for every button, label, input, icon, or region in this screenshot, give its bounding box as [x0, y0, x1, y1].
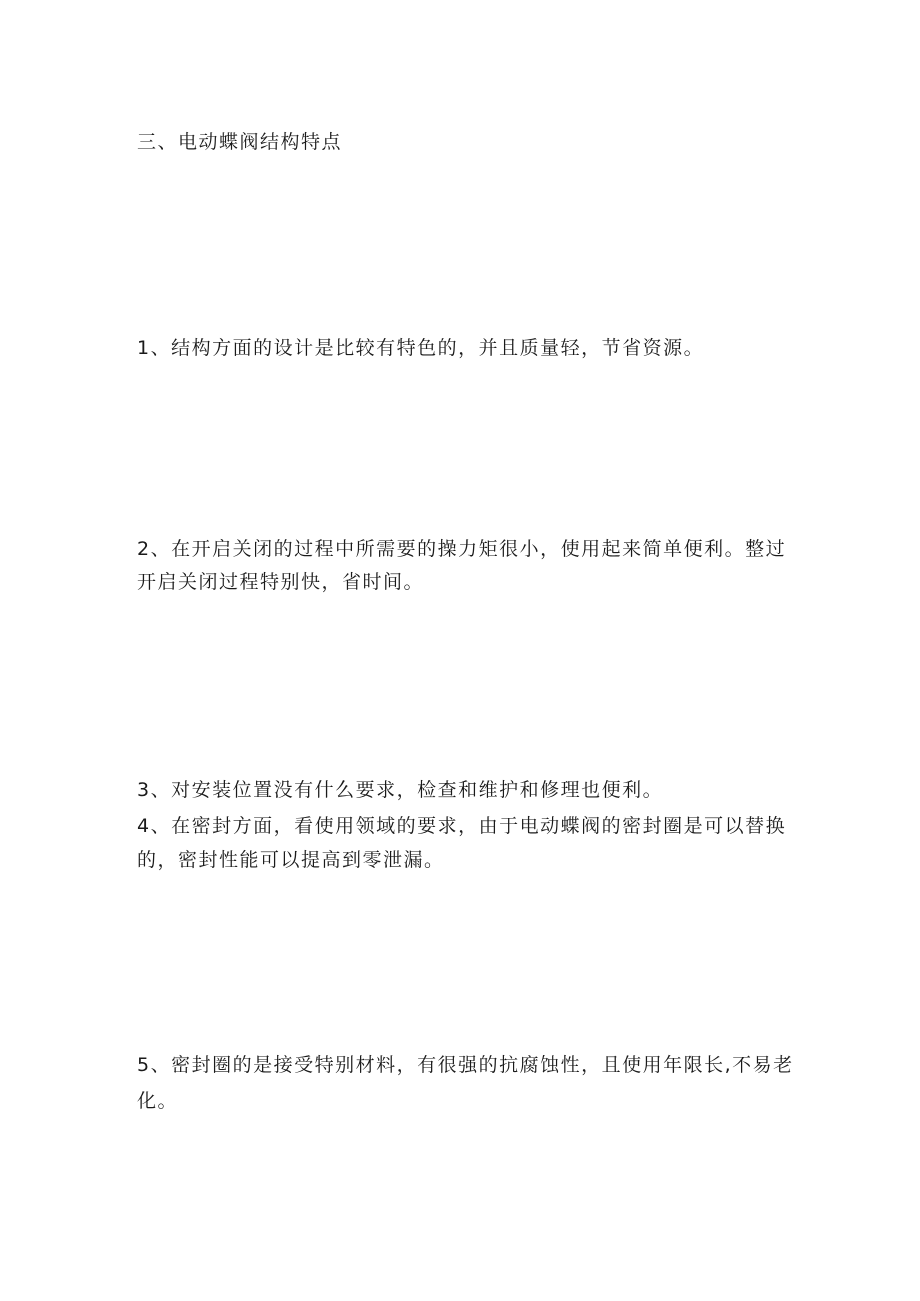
item-1-line-1: 1、结构方面的设计是比较有特色的，并且质量轻，节省资源。 — [137, 337, 705, 359]
section-heading: 三、电动蝶阀结构特点 — [137, 131, 343, 153]
item-2-line-2: 开启关闭过程特别快，省时间。 — [137, 571, 425, 593]
item-4-line-2: 的，密封性能可以提高到零泄漏。 — [137, 849, 445, 871]
item-4-line-1: 4、在密封方面，看使用领域的要求，由于电动蝶阀的密封圈是可以替换 — [137, 815, 787, 837]
item-2-line-1: 2、在开启关闭的过程中所需要的操力矩很小，使用起来简单便利。整过 — [137, 538, 787, 560]
item-5-line-2: 化。 — [137, 1090, 179, 1112]
item-5-line-1: 5、密封圈的是接受特别材料，有很强的抗腐蚀性，且使用年限长,不易老 — [137, 1054, 794, 1076]
item-3-line-1: 3、对安装位置没有什么要求，检查和维护和修理也便利。 — [137, 779, 664, 801]
